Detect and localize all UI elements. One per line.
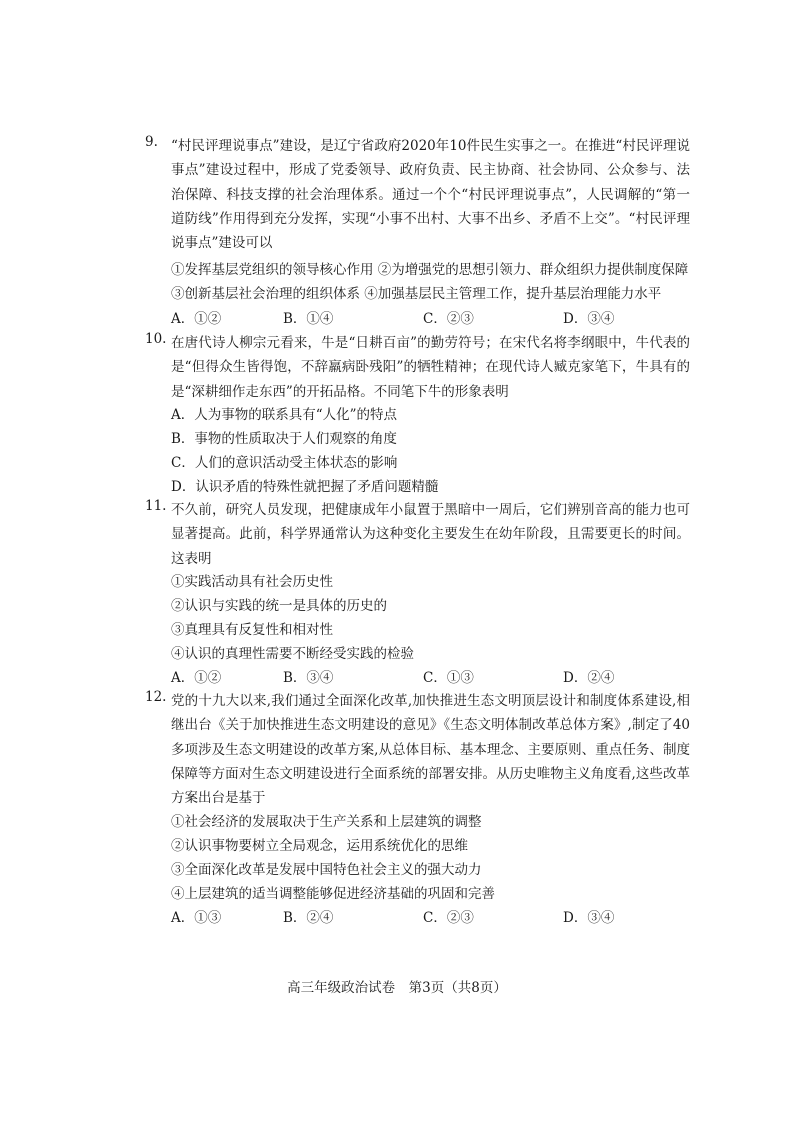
question-12	[145, 689, 690, 810]
option-a: A．①③	[171, 910, 222, 926]
option-c: C．②③	[423, 910, 474, 926]
option-a: A．①②	[171, 311, 222, 327]
statement-item: ④认识的真理性需要不断经受实践的检验	[171, 646, 414, 662]
statement-item: ③真理具有反复性和相对性	[171, 622, 333, 638]
option-b: B．事物的性质取决于人们观察的角度	[171, 431, 397, 447]
option-d: D．③④	[563, 311, 615, 327]
question-number: 10.	[145, 331, 167, 347]
question-11	[145, 498, 690, 571]
statement-item: ③全面深化改革是发展中国特色社会主义的强大动力	[171, 862, 482, 878]
statement-item: ①社会经济的发展取决于生产关系和上层建筑的调整	[171, 814, 482, 830]
option-d: D．认识矛盾的特殊性就把握了矛盾问题精髓	[171, 479, 439, 495]
statement-item: ①实践活动具有社会历史性	[171, 574, 333, 590]
statement-item: ③创新基层社会治理的组织体系 ④加强基层民主管理工作，提升基层治理能力水平	[171, 286, 662, 302]
option-b: B．③④	[283, 670, 334, 686]
question-number: 9.	[145, 134, 158, 150]
statement-item: ④上层建筑的适当调整能够促进经济基础的巩固和完善	[171, 886, 495, 902]
option-d: D．③④	[563, 910, 615, 926]
question-stem: “村民评理说事点”建设，是辽宁省政府2020年10件民生实事之一。在推进“村民评理说事点”建设过程中，形成了党委领导、政府负责、民主协商、社会协同、公众参与、法治保障、科技支撑的社会治理体系。通过一个个“村民评理说事点”，人民调解的“第一道防线”作用得到充分发挥，实现“小事不出村、大事不出乡、矛盾不上交”。“村民评理说事点”建设可以	[171, 138, 690, 252]
option-b: B．①④	[283, 311, 334, 327]
question-stem: 不久前，研究人员发现，把健康成年小鼠置于黑暗中一周后，它们辨别音高的能力也可显著提高。此前，科学界通常认为这种变化主要发生在幼年阶段，且需要更长的时间。这表明	[171, 502, 690, 567]
statement-item: ①发挥基层党组织的领导核心作用 ②为增强党的思想引领力、群众组织力提供制度保障	[171, 262, 689, 278]
option-a: A．人为事物的联系具有“人化”的特点	[171, 407, 398, 423]
statement-item: ②认识事物要树立全局观念，运用系统优化的思维	[171, 838, 468, 854]
question-10	[145, 331, 690, 404]
question-number: 12.	[145, 689, 167, 705]
option-d: D．②④	[563, 670, 615, 686]
question-stem: 党的十九大以来,我们通过全面深化改革,加快推进生态文明顶层设计和制度体系建设,相继出台《关于加快推进生态文明建设的意见》《生态文明体制改革总体方案》,制定了40多项涉及生态文明建设的改革方案,从总体目标、基本理念、主要原则、重点任务、制度保障等方面对生态文明建设进行全面系统的部署安排。从历史唯物主义角度看,这些改革方案出台是基于	[171, 693, 690, 807]
option-b: B．②④	[283, 910, 334, 926]
option-c: C．②③	[423, 311, 474, 327]
option-c: C．①③	[423, 670, 474, 686]
page-footer: 高三年级政治试卷 第3页（共8页）	[287, 980, 507, 996]
question-9	[145, 134, 690, 255]
question-number: 11.	[145, 498, 167, 514]
option-c: C．人们的意识活动受主体状态的影响	[171, 455, 398, 471]
statement-item: ②认识与实践的统一是具体的历史的	[171, 598, 387, 614]
question-stem: 在唐代诗人柳宗元看来，牛是“日耕百亩”的勤劳符号；在宋代名将李纲眼中，牛代表的是“但得众生皆得饱，不辞羸病卧残阳”的牺牲精神；在现代诗人臧克家笔下，牛具有的是“深耕细作走东西”的开拓品格。不同笔下牛的形象表明	[171, 335, 690, 400]
option-a: A．①②	[171, 670, 222, 686]
